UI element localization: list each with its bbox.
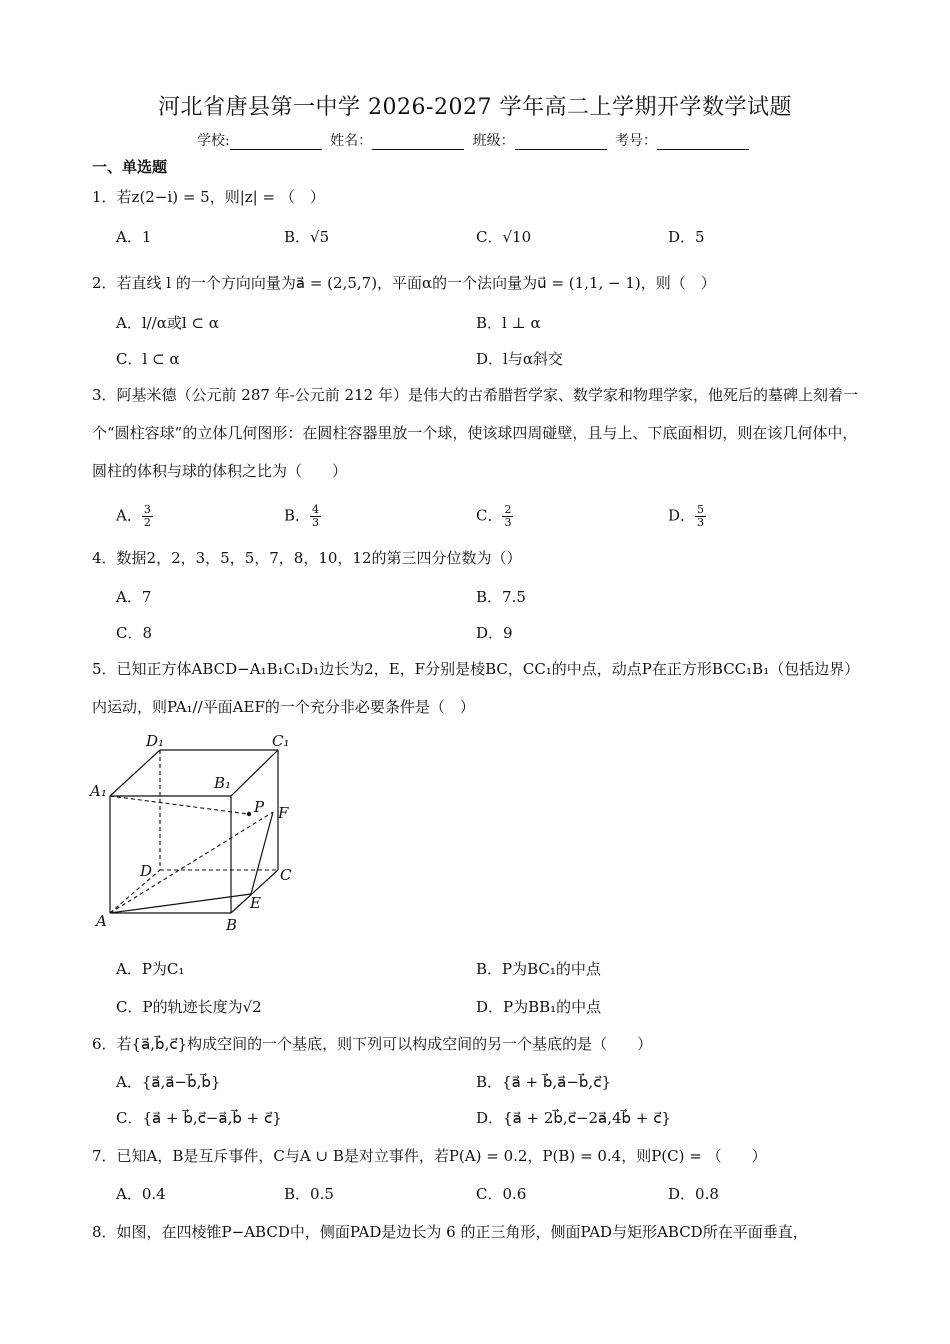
label-a1: A₁ bbox=[90, 782, 107, 800]
q3-option-b: B． $\frac{4}{3}$ bbox=[284, 503, 320, 529]
page-title: 河北省唐县第一中学 2026-2027 学年高二上学期开学数学试题 bbox=[158, 95, 792, 120]
question-2-stem: 2．若直线 l 的一个方向向量为a⃗ = (2,5,7)，平面α的一个法向量为u⃗ = (1,1, − 1)，则（ ） bbox=[92, 274, 716, 292]
student-info-line bbox=[0, 130, 950, 150]
q3-option-a: A． $\frac{3}{2}$ bbox=[116, 503, 151, 529]
q1-option-c: C．√10 bbox=[476, 228, 532, 246]
q1-option-d: D．5 bbox=[668, 228, 705, 246]
q1-option-b: B．√5 bbox=[284, 228, 330, 246]
q7-option-b: B．0.5 bbox=[284, 1185, 334, 1203]
q4-option-c: C．8 bbox=[116, 624, 153, 642]
q4-option-a: A．7 bbox=[116, 588, 152, 606]
point-p bbox=[247, 812, 251, 816]
q3-option-c: C． $\frac{2}{3}$ bbox=[476, 503, 512, 529]
label-c: C bbox=[280, 866, 292, 884]
q3-fraction-d: $\frac{5}{3}$ bbox=[697, 503, 705, 529]
question-3-stem: 3．阿基米德（公元前 287 年-公元前 212 年）是伟大的古希腊哲学家、数学家和物理学家，他死后的墓碑上刻着一个“圆柱容球”的立体几何图形：在圆柱容器里放一个球，使该球四周碰壁，且与上、下底面相切，则在该几何体中，圆柱的体积与球的体积之比为（ ） bbox=[92, 386, 858, 480]
q2-option-b: B．l ⊥ α bbox=[476, 314, 541, 332]
question-5-stem: 5．已知正方体ABCD−A₁B₁C₁D₁边长为2，E，F分别是棱BC，CC₁的中点，动点P在正方形BCC₁B₁（包括边界）内运动，则PA₁//平面AEF的一个充分非必要条件是（ ） bbox=[92, 660, 860, 716]
q3-fraction-b: $\frac{4}{3}$ bbox=[312, 503, 320, 529]
question-4-stem: 4．数据2，2，3，5，5，7，8，10，12的第三四分位数为（） bbox=[92, 549, 522, 567]
class-label: 班级： bbox=[472, 133, 515, 149]
q1-option-a: A．1 bbox=[116, 228, 152, 246]
school-blank bbox=[230, 135, 322, 150]
q6-option-d: D．{a⃗ + 2b⃗,c⃗−2a⃗,4b⃗ + c⃗} bbox=[476, 1109, 671, 1127]
q3-fraction-a: $\frac{3}{2}$ bbox=[143, 503, 151, 529]
q3-fraction-c: $\frac{2}{3}$ bbox=[504, 503, 512, 529]
q2-option-a: A．l//α或l ⊂ α bbox=[116, 314, 219, 332]
question-8-stem: 8．如图，在四棱锥P−ABCD中，侧面PAD是边长为 6 的正三角形，侧面PAD与矩形ABCD所在平面垂直， bbox=[92, 1223, 808, 1241]
question-1-stem: 1．若z(2−i) = 5，则|z| = （ ） bbox=[92, 188, 325, 206]
question-6-stem: 6．若{a⃗,b⃗,c⃗}构成空间的一个基底，则下列可以构成空间的另一个基底的是（ ） bbox=[92, 1035, 653, 1053]
q7-option-a: A．0.4 bbox=[116, 1185, 166, 1203]
q4-option-b: B．7.5 bbox=[476, 588, 526, 606]
label-p: P bbox=[254, 798, 265, 816]
q6-option-a: A．{a⃗,a⃗−b⃗,b⃗} bbox=[116, 1073, 221, 1091]
q5-option-b: B．P为BC₁的中点 bbox=[476, 960, 601, 978]
q5-option-c: C．P的轨迹长度为√2 bbox=[116, 998, 262, 1016]
q3-option-d: D． $\frac{5}{3}$ bbox=[668, 503, 705, 529]
q6-option-c: C．{a⃗ + b⃗,c⃗−a⃗,b⃗ + c⃗} bbox=[116, 1109, 282, 1127]
number-blank bbox=[657, 135, 749, 150]
label-e: E bbox=[250, 894, 261, 912]
q7-option-d: D．0.8 bbox=[668, 1185, 719, 1203]
class-blank bbox=[515, 135, 607, 150]
cube-figure bbox=[88, 730, 308, 940]
label-b: B bbox=[226, 916, 238, 934]
q5-option-d: D．P为BB₁的中点 bbox=[476, 998, 602, 1016]
q4-option-d: D．9 bbox=[476, 624, 513, 642]
name-label: 姓名： bbox=[330, 133, 373, 149]
label-d1: D₁ bbox=[146, 732, 165, 750]
q6-option-b: B．{a⃗ + b⃗,a⃗−b⃗,c⃗} bbox=[476, 1073, 611, 1091]
q7-option-c: C．0.6 bbox=[476, 1185, 527, 1203]
label-b1: B₁ bbox=[214, 774, 232, 792]
label-a: A bbox=[96, 912, 107, 930]
q5-option-a: A．P为C₁ bbox=[116, 960, 185, 978]
label-c1: C₁ bbox=[272, 732, 290, 750]
number-label: 考号： bbox=[615, 133, 658, 149]
question-7-stem: 7．已知A，B是互斥事件，C与A ∪ B是对立事件，若P(A) = 0.2，P(B) = 0.4，则P(C) = （ ） bbox=[92, 1147, 767, 1165]
label-f: F bbox=[278, 804, 289, 822]
school-label: 学校: bbox=[196, 133, 230, 149]
section-heading: 一、单选题 bbox=[92, 158, 168, 176]
label-d: D bbox=[140, 862, 153, 880]
name-blank bbox=[372, 135, 464, 150]
q2-option-d: D．l与α斜交 bbox=[476, 350, 563, 368]
q2-option-c: C．l ⊂ α bbox=[116, 350, 180, 368]
